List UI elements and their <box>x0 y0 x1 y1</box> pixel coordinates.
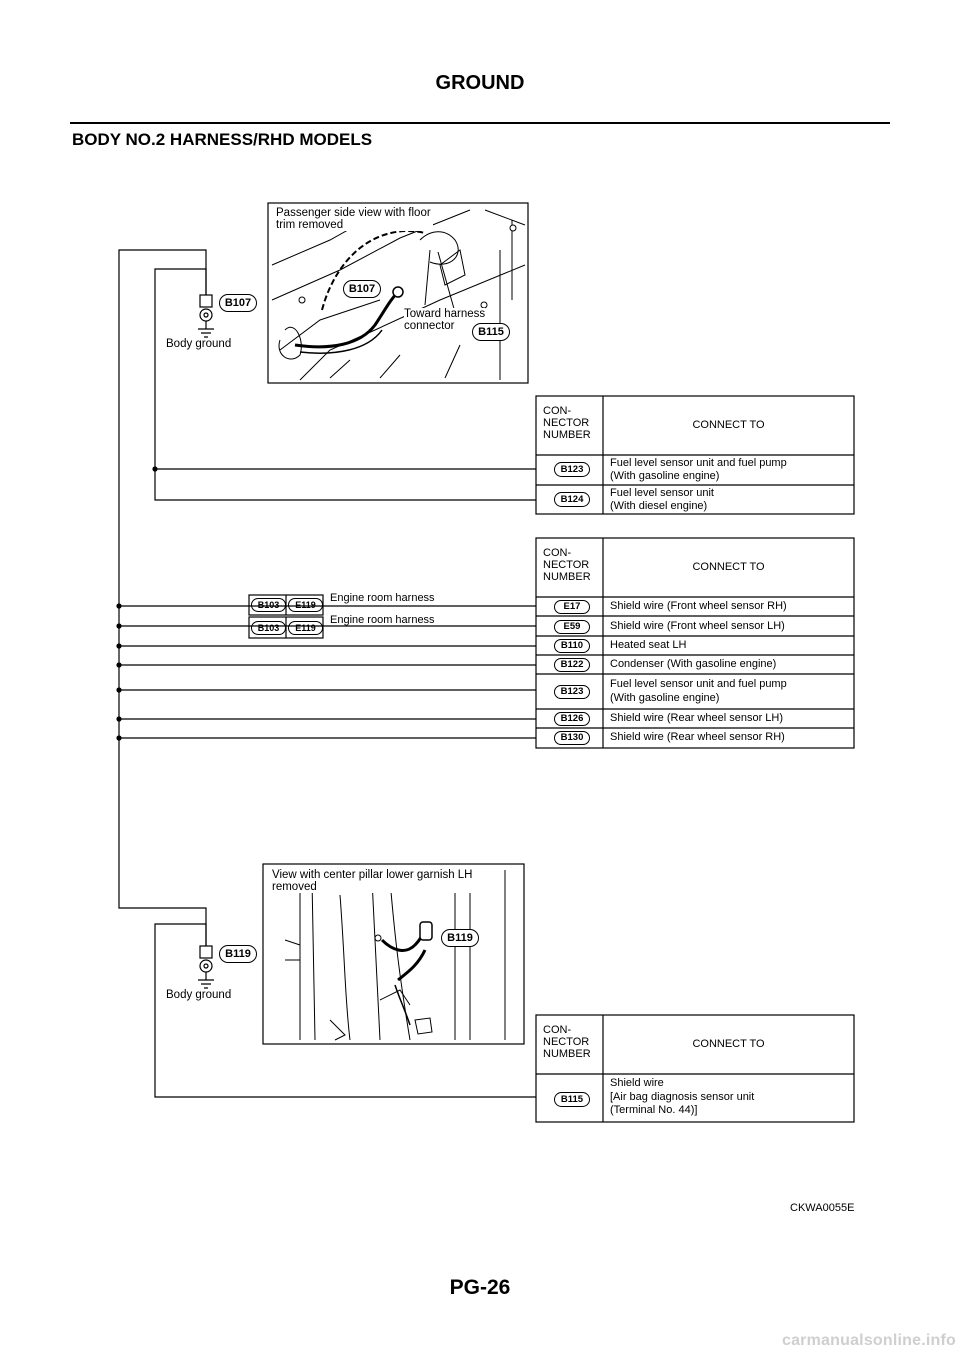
table3-header-connect: CONNECT TO <box>692 1038 765 1050</box>
table2-row7-connector: B130 <box>554 731 590 745</box>
table2-row3-connector: B110 <box>554 639 590 653</box>
callout-b115-view: B115 <box>472 323 510 341</box>
table2-row3-desc: Heated seat LH <box>610 639 687 651</box>
table3-row1-connector: B115 <box>554 1092 590 1107</box>
desc-line: Fuel level sensor unit <box>610 487 714 499</box>
page-number: PG-26 <box>449 1276 511 1299</box>
toward-line2: connector <box>404 320 455 332</box>
ground-b107-label: Body ground <box>166 338 232 350</box>
table3-header-connector <box>543 1024 591 1060</box>
table2-header-connect: CONNECT TO <box>692 561 765 573</box>
table2-row1-connector: E17 <box>554 600 590 614</box>
toward-line1: Toward harness <box>404 308 486 320</box>
view-lower-caption-line2: removed <box>272 881 317 893</box>
table2-row6-desc: Shield wire (Rear wheel sensor LH) <box>610 712 784 724</box>
watermark <box>0 1332 960 1350</box>
intermediate2-label: Engine room harness <box>330 614 435 626</box>
view-upper-caption <box>274 207 433 231</box>
table2-header-connector <box>543 547 591 583</box>
figure-code: CKWA0055E <box>790 1202 855 1214</box>
intermediate2-right: E119 <box>288 621 323 635</box>
table2-row2-connector: E59 <box>554 620 590 634</box>
desc-line: (With gasoline engine) <box>610 470 720 482</box>
intermediate1-label: Engine room harness <box>330 592 435 604</box>
table1-header-connector <box>543 405 591 441</box>
hdr-line: CON- <box>543 1024 572 1036</box>
desc-line: Shield wire <box>610 1077 664 1089</box>
desc-line: [Air bag diagnosis sensor unit <box>610 1090 755 1103</box>
table1-header-connect: CONNECT TO <box>692 419 765 431</box>
table1-row2-connector: B124 <box>554 492 590 507</box>
desc-line: Fuel level sensor unit and fuel pump <box>610 457 787 469</box>
desc-line: (With gasoline engine) <box>610 692 720 704</box>
ground-symbol-b107 <box>198 295 214 337</box>
callout-b107-view: B107 <box>343 280 381 298</box>
wire-junctions <box>116 466 157 740</box>
view-upper-caption-line2: trim removed <box>276 219 344 231</box>
desc-line: Fuel level sensor unit and fuel pump <box>610 678 787 690</box>
hdr-line: NUMBER <box>543 429 591 441</box>
table2-row2-desc: Shield wire (Front wheel sensor LH) <box>610 620 785 632</box>
view-lower-caption-line1: View with center pillar lower garnish LH <box>272 869 473 881</box>
watermark-text: carmanualsonline.info <box>781 1332 956 1349</box>
table3-row1-desc <box>610 1077 754 1118</box>
table1-row1-desc <box>610 457 787 483</box>
table2-row5-desc <box>610 677 787 705</box>
table2-row4-desc: Condenser (With gasoline engine) <box>610 658 777 670</box>
hdr-line: NECTOR <box>543 1036 590 1048</box>
section-title: BODY NO.2 HARNESS/RHD MODELS <box>72 130 373 149</box>
desc-line: (Terminal No. 44)] <box>610 1104 698 1116</box>
hdr-line: NUMBER <box>543 1048 591 1060</box>
table2-row6-connector: B126 <box>554 712 590 726</box>
hdr-line: CON- <box>543 547 572 559</box>
ground-b107-badge: B107 <box>219 294 257 312</box>
intermediate1-right: E119 <box>288 598 323 612</box>
desc-line: (With diesel engine) <box>610 500 708 512</box>
hdr-line: NUMBER <box>543 571 591 583</box>
hdr-line: NECTOR <box>543 417 590 429</box>
table1-row1-connector: B123 <box>554 462 590 477</box>
intermediate2-left: B103 <box>251 621 286 635</box>
table2-row5-connector: B123 <box>554 685 590 699</box>
view-lower-caption <box>270 869 475 893</box>
view-upper-caption-line1: Passenger side view with floor <box>276 207 431 219</box>
table2-row1-desc: Shield wire (Front wheel sensor RH) <box>610 600 787 612</box>
ground-b119-label: Body ground <box>166 989 232 1001</box>
hdr-line: NECTOR <box>543 559 590 571</box>
hdr-line: CON- <box>543 405 572 417</box>
table2-row7-desc: Shield wire (Rear wheel sensor RH) <box>610 731 785 743</box>
table2-row4-connector: B122 <box>554 658 590 672</box>
page-header-title: GROUND <box>435 72 525 94</box>
table1-row2-desc <box>610 487 714 513</box>
intermediate1-left: B103 <box>251 598 286 612</box>
ground-b119-badge: B119 <box>219 945 257 963</box>
callout-b119-view: B119 <box>441 929 479 947</box>
ground-symbol-b119 <box>198 946 214 988</box>
